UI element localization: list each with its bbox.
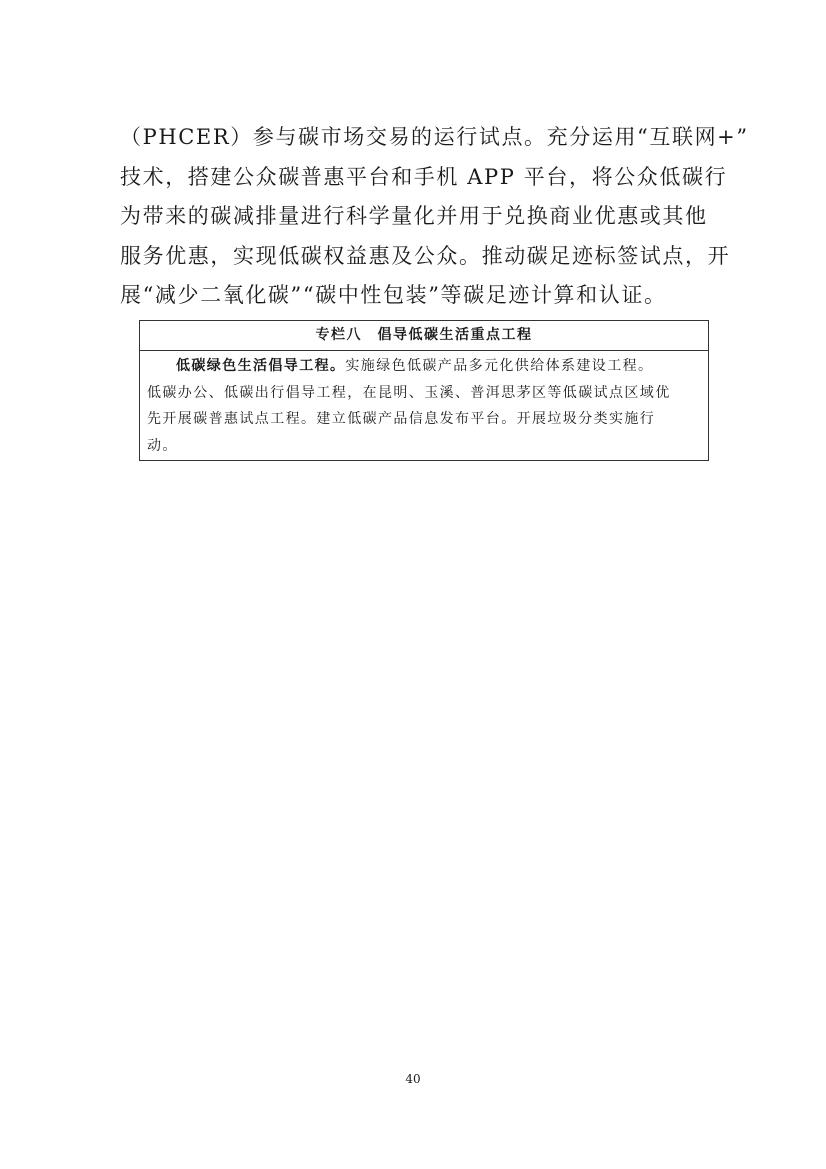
- paragraph-line: （PHCER）参与碳市场交易的运行试点。充分运用“互联网+”: [120, 125, 749, 149]
- box-lead-heading: 低碳绿色生活倡导工程。: [176, 358, 346, 374]
- paragraph-line: 服务优惠，实现低碳权益惠及公众。推动碳足迹标签试点，开: [120, 243, 731, 268]
- page-number: 40: [405, 1072, 421, 1086]
- paragraph-line: 技术，搭建公众碳普惠平台和手机 APP 平台，将公众低碳行: [120, 164, 728, 189]
- box-line: 先开展碳普惠试点工程。建立低碳产品信息发布平台。开展垃圾分类实施行: [147, 411, 656, 427]
- box-line: 低碳办公、低碳出行倡导工程，在昆明、玉溪、普洱思茅区等低碳试点区域优: [147, 384, 671, 401]
- body-paragraph: [120, 118, 749, 316]
- special-column-body: [140, 351, 708, 459]
- paragraph-line: 展“减少二氧化碳”“碳中性包装”等碳足迹计算和认证。: [120, 283, 667, 307]
- paragraph-line: 为带来的碳减排量进行科学量化并用于兑换商业优惠或其他: [120, 204, 708, 228]
- box-first-line: [147, 353, 702, 380]
- box-line: 动。: [147, 437, 178, 454]
- special-column-box: [139, 320, 709, 461]
- special-column-title: 专栏八 倡导低碳生活重点工程: [140, 321, 708, 351]
- box-line-text: 实施绿色低碳产品多元化供给体系建设工程。: [345, 358, 654, 374]
